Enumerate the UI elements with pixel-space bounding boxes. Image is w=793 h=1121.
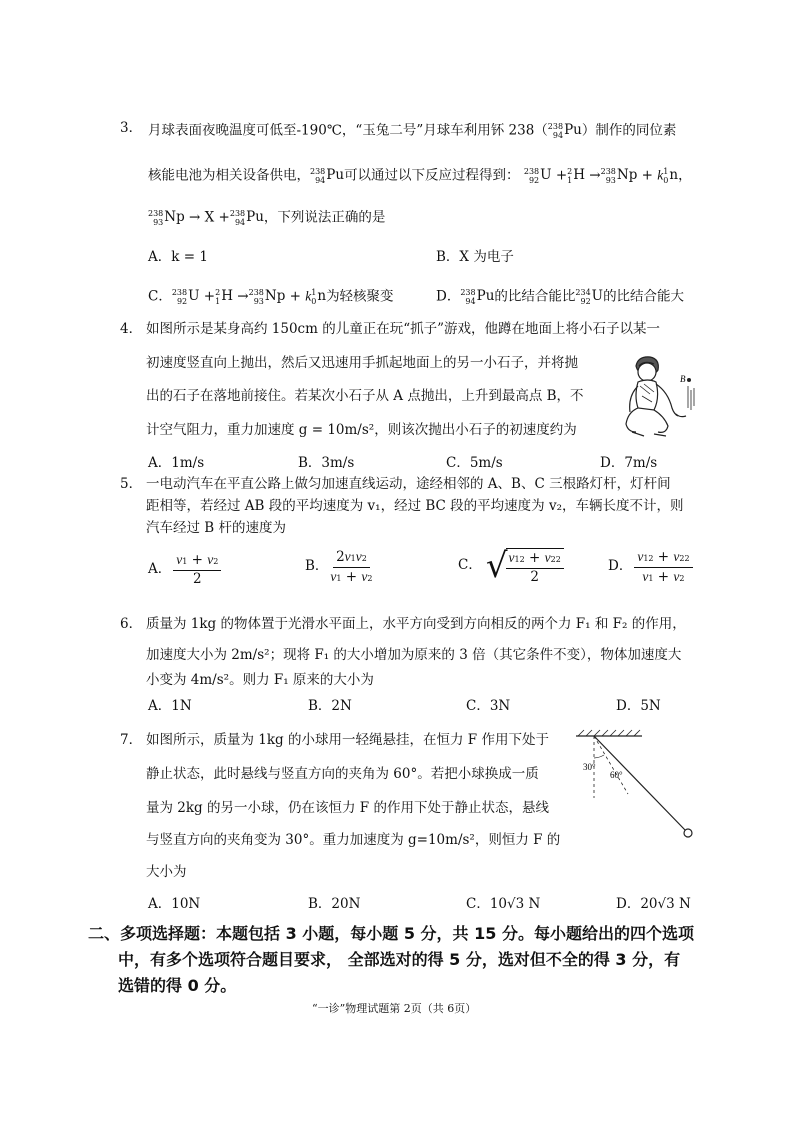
q4-line2: 初速度竖直向上抛出，然后又迅速用手抓起地面上的另一小石子，并将抛 [146, 355, 578, 371]
q6-line2: 加速度大小为 2m/s²；现将 F₁ 的大小增加为原来的 3 倍（其它条件不变），物体加速度大 [146, 647, 682, 663]
q7-line1: 如图所示，质量为 1kg 的小球用一轻绳悬挂，在恒力 F 作用下处于 [146, 732, 549, 748]
q6-option-a[interactable]: A．1N [148, 698, 192, 714]
q4-option-b[interactable]: B．3m/s [298, 455, 355, 471]
q3-line1: 月球表面夜晚温度可低至-190℃，“玉兔二号”月球车利用钚 238（ 238 94 Pu）制作的同位素 [148, 122, 677, 140]
q3-option-b[interactable]: B．X 为电子 [436, 249, 514, 265]
q7-option-c[interactable]: C．10√3 N [466, 896, 541, 912]
pu238-nuclide: 238 94 Pu [547, 122, 582, 140]
q6-option-b[interactable]: B．2N [308, 698, 352, 714]
q5-option-c[interactable]: C． √ $\frac{v12 + v22}{2}$ [458, 548, 566, 584]
fig-angle-30: 30° [583, 762, 596, 772]
q5-option-b[interactable]: B． $\frac{2v1v2}{v1 + v2}$ [305, 549, 373, 585]
fig-label-b: B [680, 374, 686, 384]
q7-option-d[interactable]: D．20√3 N [616, 896, 691, 912]
q3-option-a[interactable]: A．k = 1 [148, 249, 208, 265]
q5-line1: 一电动汽车在平直公路上做匀加速直线运动，途经相邻的 A、B、C 三根路灯杆，灯杆间 [146, 476, 671, 492]
q6-option-d[interactable]: D．5N [616, 698, 661, 714]
q5-option-d[interactable]: D． $\frac{v12 + v22}{v1 + v2}$ [608, 550, 695, 584]
section2-line1: 二、多项选择题：本题包括 3 小题，每小题 5 分，共 15 分。每小题给出的四个选项 [88, 924, 694, 943]
q4-line1: 如图所示是某身高约 150cm 的儿童正在玩“抓子”游戏，他蹲在地面上将小石子以某一 [146, 321, 661, 337]
q4-option-a[interactable]: A．1m/s [148, 455, 205, 471]
q6-line1: 质量为 1kg 的物体置于光滑水平面上，水平方向受到方向相反的两个力 F₁ 和 F₂ 的作用， [146, 616, 686, 632]
q7-line5: 大小为 [146, 864, 187, 880]
q3-line3: 238 93 Np → X + 238 94 Pu，下列说法正确的是 [148, 209, 386, 227]
q6-line3: 小变为 4m/s²。则力 F₁ 原来的大小为 [146, 672, 374, 688]
child-playing-figure [614, 352, 704, 444]
q3-option-c[interactable]: C． 238 92 U + 2 1 H → 238 93 Np + k 1 0 n为轻核聚变 [148, 288, 394, 306]
q7-option-a[interactable]: A．10N [148, 896, 201, 912]
q5-line2: 距相等，若经过 AB 段的平均速度为 v₁，经过 BC 段的平均速度为 v₂，车辆长度不计，则 [146, 498, 684, 514]
q7-number: 7． [120, 732, 143, 748]
q4-option-c[interactable]: C．5m/s [446, 455, 503, 471]
q4-line3: 出的石子在落地前接住。若某次小石子从 A 点抛出，上升到最高点 B，不 [146, 388, 584, 404]
q6-number: 6． [120, 616, 143, 632]
fig-angle-60: 60° [610, 770, 623, 780]
q4-option-d[interactable]: D．7m/s [600, 455, 658, 471]
page-footer: “一诊”物理试题第 2页（共 6页） [312, 1002, 477, 1015]
q5-option-a[interactable]: A． $\frac{v1 + v2}{2}$ [148, 553, 223, 586]
q6-option-c[interactable]: C．3N [466, 698, 511, 714]
q5-line3: 汽车经过 B 杆的速度为 [146, 520, 287, 536]
q3-line2: 核能电池为相关设备供电， 238 94 Pu可以通过以下反应过程得到： 238 92 U + 2 1 H → 238 93 Np + k 1 0 n， [148, 167, 692, 185]
q7-line2: 静止状态，此时悬线与竖直方向的夹角为 60°。若把小球换成一质 [146, 766, 539, 782]
q7-line4: 与竖直方向的夹角变为 30°。重力加速度为 g=10m/s²，则恒力 F 的 [146, 832, 561, 848]
pendulum-figure [570, 728, 700, 843]
section2-line2: 中，有多个选项符合题目要求， 全部选对的得 5 分，选对但不全的得 3 分，有 [118, 950, 681, 969]
section2-line3: 选错的得 0 分。 [118, 976, 237, 995]
q7-line3: 量为 2kg 的另一小球，仍在该恒力 F 的作用下处于静止状态，悬线 [146, 800, 549, 816]
q3-number: 3． [120, 120, 143, 136]
q4-line4: 计空气阻力，重力加速度 g = 10m/s²，则该次抛出小石子的初速度约为 [146, 422, 577, 438]
q7-option-b[interactable]: B．20N [308, 896, 361, 912]
q3-option-d[interactable]: D． 238 94 Pu的比结合能比 234 92 U的比结合能大 [436, 288, 685, 306]
q4-number: 4． [120, 321, 143, 337]
q5-number: 5． [120, 476, 143, 492]
